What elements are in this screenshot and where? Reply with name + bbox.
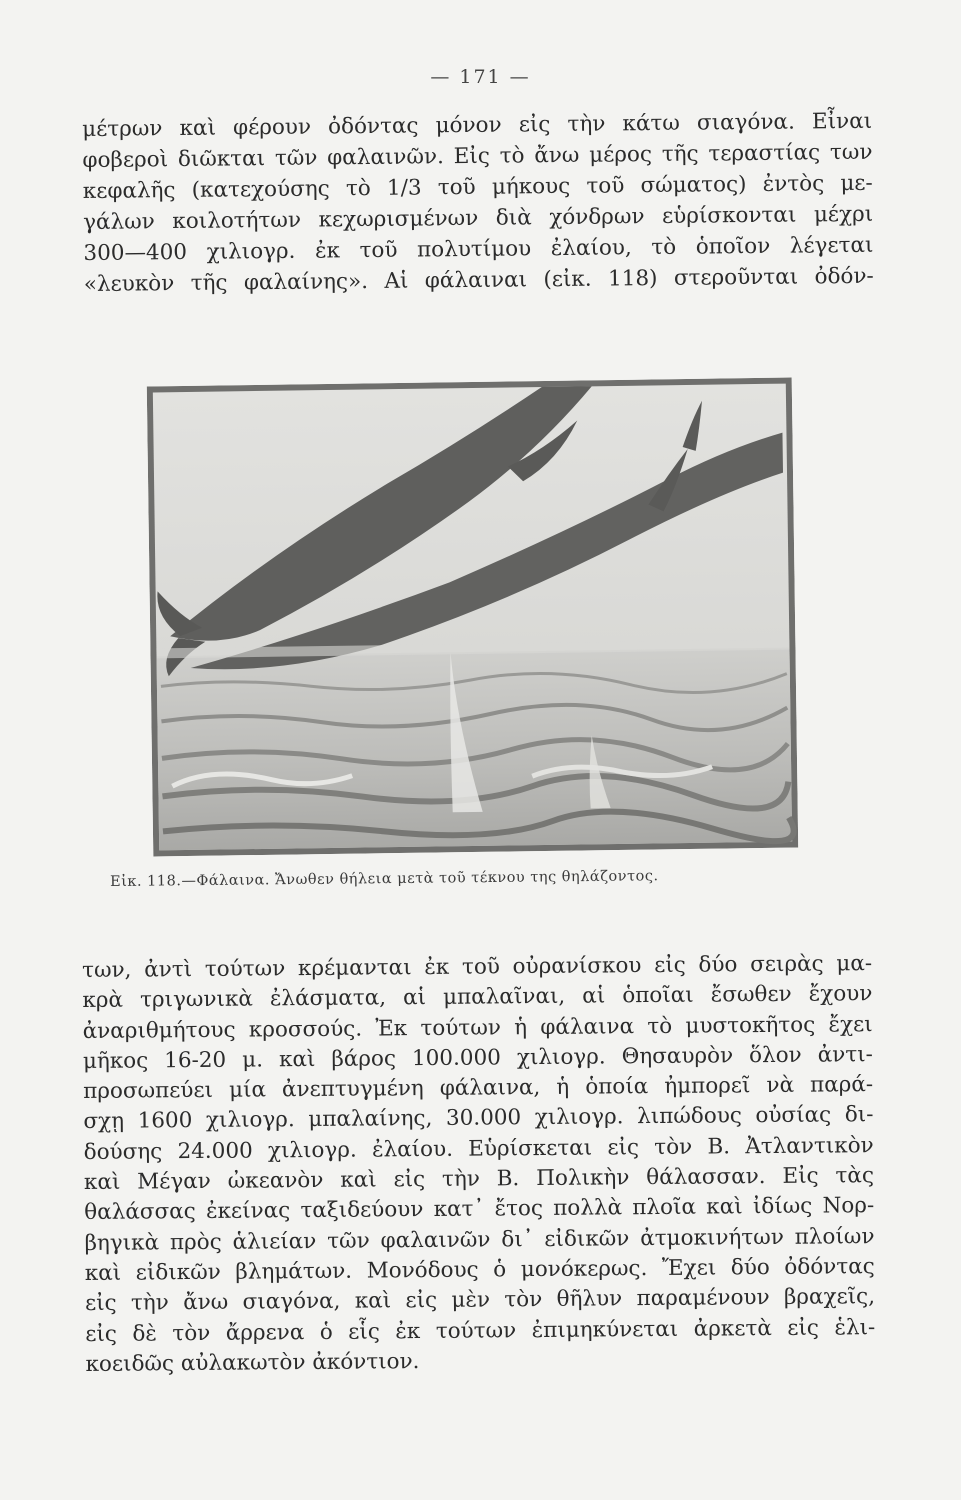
text-line: γάλων κοιλοτήτων κεχωρισμένων διὰ χόνδρων εὑρίσκονται μέχρι: [83, 201, 874, 235]
whale-engraving-image: [147, 378, 798, 857]
text-line: εἰς δὲ τὸν ἄρρενα ὁ εἷς ἐκ τούτων ἐπιμηκύνεται ἀρκετὰ εἰς ἑλι-: [85, 1314, 876, 1347]
text-line: μῆκος 16-20 μ. καὶ βάρος 100.000 χιλιογρ. Θησαυρὸν ὅλον ἀντι-: [82, 1041, 873, 1074]
whale-illustration: [147, 378, 798, 857]
text-line: κεφαλῆς (κατεχούσης τὸ 1/3 τοῦ μήκους τοῦ σώματος) ἐντὸς με-: [82, 170, 873, 204]
figure-caption: Εἰκ. 118.—Φάλαινα. Ἄνωθεν θήλεια μετὰ τοῦ τέκνου της θηλάζοντος.: [110, 868, 659, 890]
text-line: εἰς τὴν ἄνω σιαγόνα, καὶ εἰς μὲν τὸν θῆλυν παραμένουν βραχεῖς,: [84, 1284, 876, 1317]
text-line: σχῃ 1600 χιλιογρ. μπαλαίνης, 30.000 χιλιογρ. λιπώδους οὐσίας δι-: [83, 1102, 874, 1135]
text-line: «λευκὸν τῆς φαλαίνης». Αἱ φάλαιναι (εἰκ. 118) στεροῦνται ὀδόν-: [83, 263, 874, 297]
text-line: μέτρων καὶ φέρουν ὀδόντας μόνον εἰς τὴν κάτω σιαγόνα. Εἶναι: [82, 108, 873, 142]
text-line: 300—400 χιλιογρ. ἐκ τοῦ πολυτίμου ἐλαίου, τὸ ὁποῖον λέγεται: [83, 232, 874, 266]
text-line: φοβεροὶ διῶκται τῶν φαλαινῶν. Εἰς τὸ ἄνω μέρος τῆς τεραστίας των: [82, 139, 873, 173]
text-line: ἀναριθμήτους κροσσούς. Ἐκ τούτων ἡ φάλαινα τὸ μυστοκῆτος ἔχει: [82, 1011, 873, 1044]
text-line: των, ἀντὶ τούτων κρέμανται ἐκ τοῦ οὐρανίσκου εἰς δύο σειρὰς μα-: [82, 951, 873, 983]
bottom-paragraph: [82, 949, 876, 1380]
page-number: — 171 —: [430, 66, 531, 88]
top-paragraph: [82, 106, 874, 300]
text-line: κοειδῶς αὐλακωτὸν ἀκόντιον.: [85, 1348, 420, 1377]
text-line: προσωπεύει μία ἀνεπτυγμένη φάλαινα, ἡ ὁποία ἠμπορεῖ νὰ παρά-: [83, 1072, 874, 1105]
text-line: θαλάσσας ἐκείνας ταξιδεύουν κατ᾽ ἔτος πολλὰ πλοῖα καὶ ἰδίως Νορ-: [84, 1193, 875, 1226]
text-line: καὶ Μέγαν ὠκεανὸν καὶ εἰς τὴν Β. Πολικὴν θάλασσαν. Εἰς τὰς: [83, 1163, 875, 1196]
text-line: καὶ εἰδικῶν βλημάτων. Μονόδους ὁ μονόκερως. Ἔχει δύο ὀδόντας: [84, 1254, 875, 1286]
text-line: δούσης 24.000 χιλιογρ. ἐλαίου. Εὑρίσκεται εἰς τὸν Β. Ἀτλαντικὸν: [83, 1132, 874, 1165]
text-line: κρὰ τριγωνικὰ ἐλάσματα, αἱ μπαλαῖναι, αἱ ὁποῖαι ἔσωθεν ἔχουν: [82, 981, 873, 1014]
text-line: βηγικὰ πρὸς ἁλιείαν τῶν φαλαινῶν δι᾽ εἰδικῶν ἀτμοκινήτων πλοίων: [84, 1223, 875, 1256]
